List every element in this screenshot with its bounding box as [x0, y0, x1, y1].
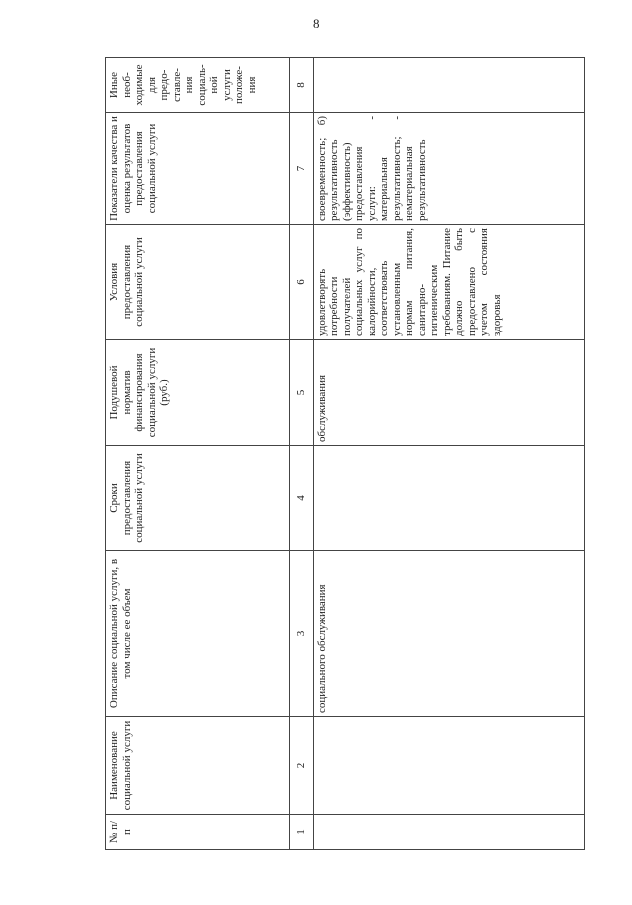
- column-number: 8: [289, 58, 313, 113]
- header-cell: Условия предоставления социальной услуги: [106, 225, 290, 340]
- header-cell: Иные необ-ходимые для предо-ставле-ния социаль-ной услуги положе-ния: [106, 58, 290, 113]
- column-number: 6: [289, 225, 313, 340]
- column-number: 1: [289, 815, 313, 850]
- rotated-table-wrapper: [105, 58, 585, 850]
- column-number: 7: [289, 113, 313, 225]
- column-number: 3: [289, 551, 313, 717]
- column-number: 4: [289, 446, 313, 551]
- services-table: [105, 57, 585, 850]
- table-cell: удовлетворять потребности получателей социальных услуг по калорийности, соответствовать установленным нормам питания, санитарно-гигиеническим требованиям. Питание должно быть предоставлено с учетом состояния здоровья: [313, 225, 584, 340]
- table-cell: [313, 58, 584, 113]
- header-cell: Описание социальной услуги, в том числе ее объем: [106, 551, 290, 717]
- column-number: 5: [289, 340, 313, 446]
- table-row: [313, 58, 584, 850]
- page-number: 8: [313, 16, 320, 31]
- column-number: 2: [289, 717, 313, 815]
- header-cell: Показатели качества и оценка результатов предоставления социальной услуги: [106, 113, 290, 225]
- table-cell: [313, 446, 584, 551]
- table-cell: своевременность; б) результативность (эффективность) предоставления услуги: - материальная результативность; - нематериальная результативность: [313, 113, 584, 225]
- header-cell: Сроки предоставления социальной услуги: [106, 446, 290, 551]
- header-row: [106, 58, 290, 850]
- table-cell: [313, 717, 584, 815]
- table-cell: [313, 815, 584, 850]
- header-cell: № п/п: [106, 815, 290, 850]
- header-cell: Наименование социальной услуги: [106, 717, 290, 815]
- header-cell: Подушевой норматив финансирования социальной услуги (руб.): [106, 340, 290, 446]
- table-cell: обслуживания: [313, 340, 584, 446]
- column-number-row: [289, 58, 313, 850]
- table-cell: социального обслуживания: [313, 551, 584, 717]
